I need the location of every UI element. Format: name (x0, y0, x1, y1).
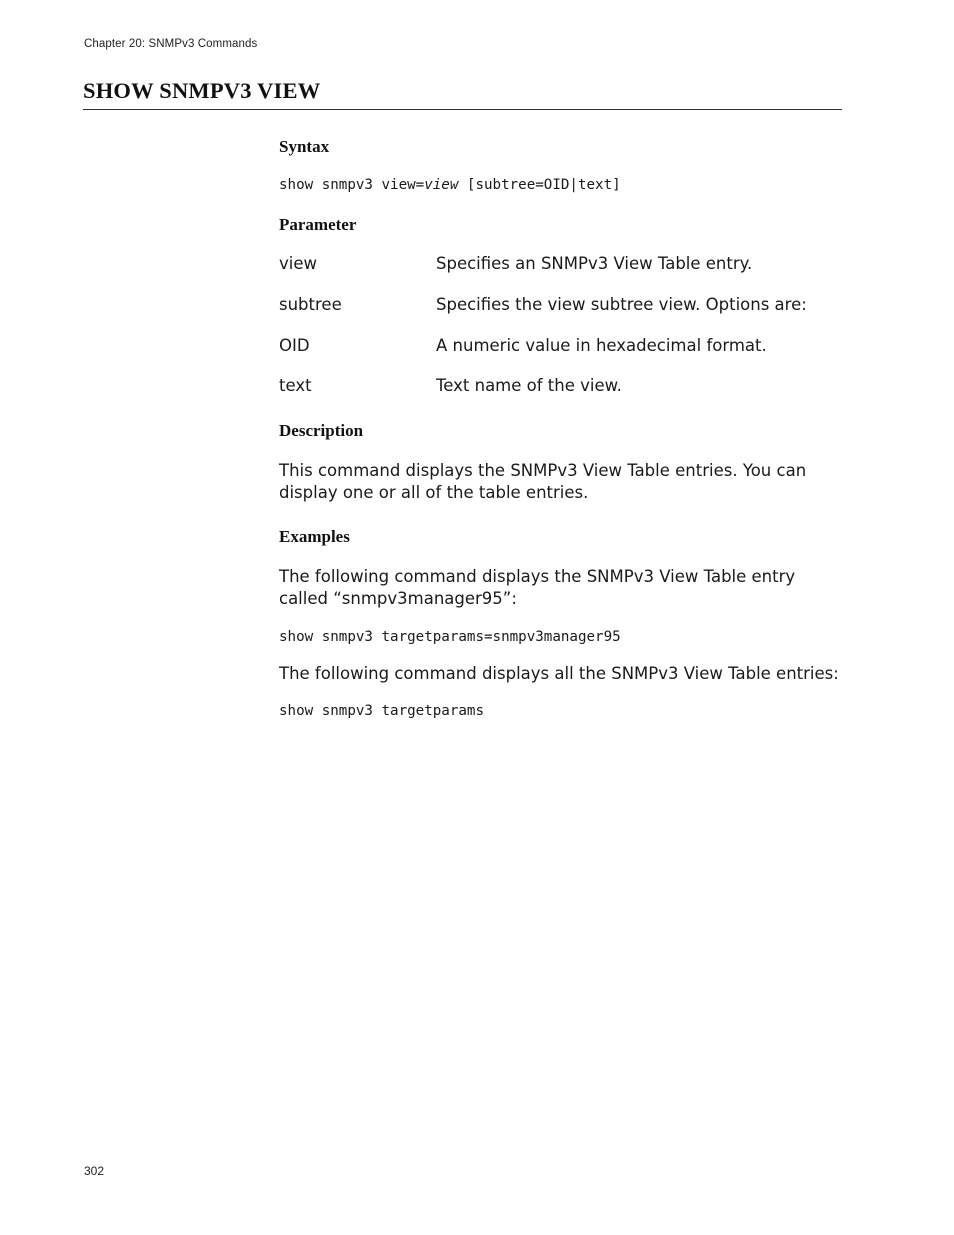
description-text: This command displays the SNMPv3 View Table entries. You can display one or all of the table entries. (279, 461, 807, 502)
examples-heading: Examples (279, 527, 350, 546)
syntax-command-suffix: [subtree=OID|text] (458, 177, 621, 193)
parameter-heading: Parameter (279, 215, 357, 234)
example-text-2: The following command displays all the SNMPv3 View Table entries: (279, 664, 839, 683)
example-text-1: The following command displays the SNMPv3 View Table entry called “snmpv3manager95”: (279, 567, 796, 608)
syntax-command (279, 177, 621, 193)
parameter-name: view (279, 254, 317, 273)
parameter-description: Text name of the view. (436, 376, 622, 395)
parameter-description: Specifies the view subtree view. Options are: (436, 295, 807, 314)
parameter-name: OID (279, 336, 310, 355)
parameter-name: subtree (279, 295, 342, 314)
title-rule (83, 109, 842, 110)
page-number: 302 (84, 1164, 105, 1178)
parameter-name: text (279, 376, 312, 395)
example-command-2: show snmpv3 targetparams (279, 703, 484, 719)
parameter-description: A numeric value in hexadecimal format. (436, 336, 767, 355)
description-heading: Description (279, 421, 364, 440)
running-header: Chapter 20: SNMPv3 Commands (84, 38, 258, 50)
page-title: SHOW SNMPV3 VIEW (83, 78, 321, 103)
example-command-1: show snmpv3 targetparams=snmpv3manager95 (279, 629, 621, 645)
parameter-description: Specifies an SNMPv3 View Table entry. (436, 254, 753, 273)
syntax-command-prefix: show snmpv3 view= (279, 177, 425, 193)
syntax-command-variable: view (424, 177, 459, 193)
syntax-heading: Syntax (279, 137, 330, 156)
